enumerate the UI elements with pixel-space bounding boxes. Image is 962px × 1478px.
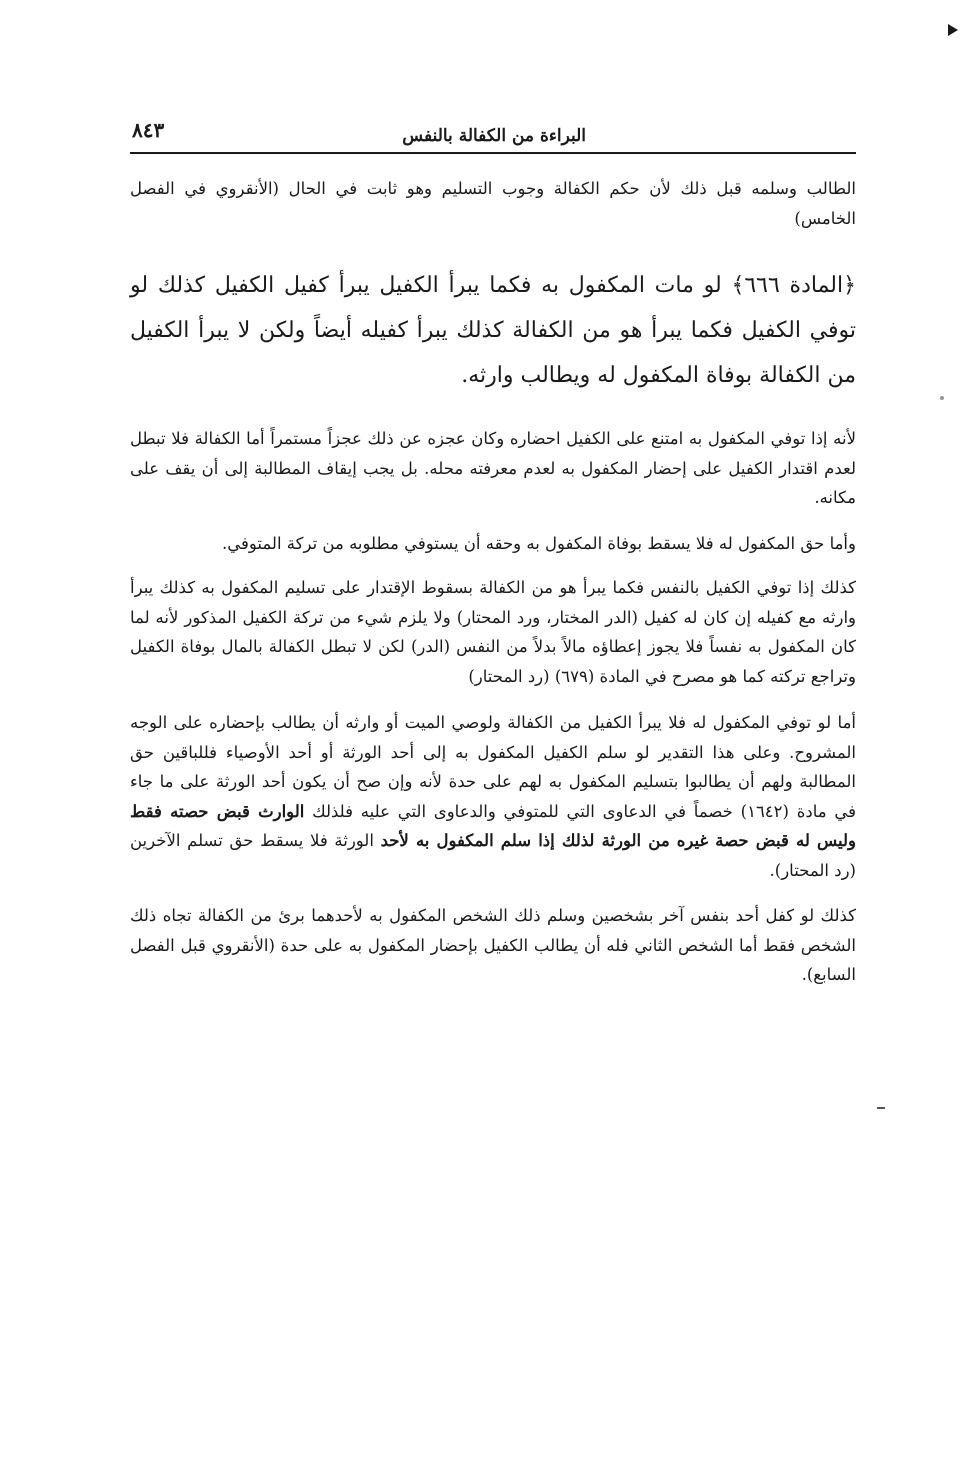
paragraph-4-text-end: الورثة فلا يسقط حق تسلم الآخرين (رد المحتار). [130,831,856,880]
explanation-paragraph-2: وأما حق المكفول له فلا يسقط بوفاة المكفول به وحقه أن يستوفي مطلوبه من تركة المتوفي. [222,533,856,553]
scan-speck [940,396,944,400]
article-666: ﴿المادة ٦٦٦﴾ لو مات المكفول به فكما يبرأ الكفيل يبرأ كفيل الكفيل كذلك لو توفي الكفيل فكما يبرأ هو من الكفالة كذلك يبرأ كفيله أيضاً ولكن لا يبرأ الكفيل من الكفالة بوفاة المكفول له ويطالب وارثه. [130,273,856,388]
running-title: البراءة من الكفالة بالنفس [402,126,586,146]
scan-mark [877,1107,885,1109]
paragraph-4-bold-text: الوارث قبض حصته فقط وليس له قبض حصة غيره من الورثة لذلك إذا سلم المكفول به لأحد [130,801,856,850]
intro-paragraph: الطالب وسلمه قبل ذلك لأن حكم الكفالة وجوب التسليم وهو ثابت في الحال (الأنقروي في الفصل الخامس) [130,179,856,228]
corner-triangle-icon [948,24,958,36]
explanation-paragraph-5: كذلك لو كفل أحد بنفس آخر بشخصين وسلم ذلك الشخص المكفول به لأحدهما برئ من الكفالة تجاه ذلك الشخص فقط أما الشخص الثاني فله أن يطالب الكفيل بإحضار المكفول به على حدة (الأنقروي قبل الفصل السابع). [130,906,856,984]
paragraph-4-text-start: أما لو توفي المكفول له فلا يبرأ الكفيل من الكفالة ولوصي الميت أو وارثه أن يطالب بإحضاره على الوجه المشروح. وعلى هذا التقدير لو سلم الكفيل المكفول به إلى أحد الورثة أو أحد الأوصياء فللباقين حق المطالبة ولهم أن يطالبوا بتسليم المكفول به لهم على حدة لأنه وإن صح أن يكون أحد الورثة على ما جاء في مادة (١٦٤٢) خصماً في الدعاوى التي للمتوفي والدعاوى التي عليه فلذلك [130,713,856,821]
book-page [130,100,856,990]
page-number: ٨٤٣ [132,118,165,142]
explanation-paragraph-4 [130,708,856,885]
explanation-paragraph-1: لأنه إذا توفي المكفول به امتنع على الكفيل احضاره وكان عجزه عن ذلك عجزاً مستمراً أما الكفالة فلا تبطل لعدم اقتدار الكفيل على إحضار المكفول به لعدم معرفته محله. بل يجب إيقاف المطالبة إلى أن يقف على مكانه. [130,429,856,507]
explanation-paragraph-3: كذلك إذا توفي الكفيل بالنفس فكما يبرأ هو من الكفالة بسقوط الإقتدار على تسليم المكفول به كذلك يبرأ وارثه مع كفيله إن كان له كفيل (الدر المختار، ورد المحتار) ولا يلزم شيء من تركة الكفيل المذكور لأنه لما كان المكفول به نفساً فلا يجوز إعطاؤه مالاً بدلاً من النفس (الدر) لكن لا تبطل الكفالة بالمال بوفاة الكفيل وتراجع تركته كما هو مصرح في المادة (٦٧٩) (رد المحتار) [130,578,857,686]
page-header [130,100,856,154]
